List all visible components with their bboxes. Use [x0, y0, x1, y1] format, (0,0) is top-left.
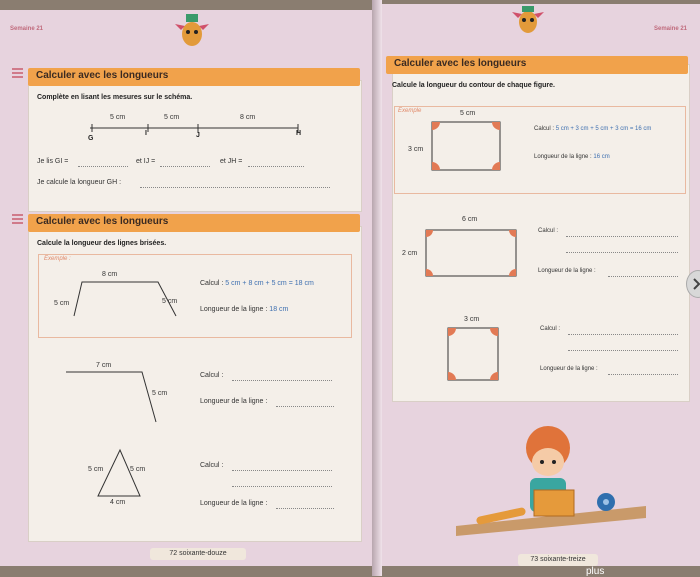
right-example-calc: Calcul : 5 cm + 3 cm + 5 cm + 3 cm = 16 cm: [534, 126, 652, 132]
right-fig2-length-label: Longueur de la ligne :: [538, 268, 596, 274]
right-fig2-length-answer[interactable]: [608, 276, 678, 277]
fig2-calc-answer[interactable]: [232, 380, 332, 381]
fig2-calc-label: Calcul :: [200, 372, 224, 379]
boy-illustration: [456, 406, 646, 536]
book-spine: [372, 0, 382, 576]
point-h: H: [296, 130, 302, 137]
right-fig3-calc-answer-2[interactable]: [568, 350, 678, 351]
fig3-left-measure: 5 cm: [88, 466, 104, 473]
right-example-label: Exemple: [398, 108, 422, 114]
week-label-right: Semaine 21: [654, 26, 688, 32]
section2-instruction: Calcule la longueur des lignes brisées.: [37, 240, 167, 247]
calc-gh-label: Je calcule la longueur GH :: [37, 179, 122, 186]
measure-jh: 8 cm: [240, 114, 256, 121]
right-section-instruction: Calcule la longueur du contour de chaque figure.: [392, 82, 555, 89]
example-label: Exemple :: [44, 256, 71, 262]
fig3-calc-answer-2[interactable]: [232, 486, 332, 487]
right-section-title: Calculer avec les longueurs: [394, 58, 527, 69]
fig2-top-measure: 7 cm: [96, 362, 112, 369]
read-gi-label: Je lis GI =: [37, 158, 69, 165]
right-fig3-length-answer[interactable]: [608, 374, 678, 375]
example-top-measure: 8 cm: [102, 271, 118, 278]
right-fig3-calc-answer[interactable]: [568, 334, 678, 335]
measure-gi: 5 cm: [110, 114, 126, 121]
right-fig2-calc-answer[interactable]: [566, 236, 678, 237]
point-i: I: [145, 130, 147, 137]
fig2-length-label: Longueur de la ligne :: [200, 398, 268, 405]
right-fig2-calc-label: Calcul :: [538, 228, 559, 234]
right-fig2-left: 2 cm: [402, 250, 418, 257]
measure-ij: 5 cm: [164, 114, 180, 121]
section1-instruction: Complète en lisant les mesures sur le schéma.: [37, 94, 193, 101]
example-calc-label: Calcul : 5 cm + 8 cm + 5 cm = 18 cm: [200, 280, 314, 287]
next-arrow-button[interactable]: [686, 270, 700, 298]
right-page: [382, 4, 700, 566]
week-label-left: Semaine 21: [10, 26, 44, 32]
example-right-measure: 5 cm: [162, 298, 178, 305]
more-text[interactable]: plus: [586, 566, 605, 577]
fig3-right-measure: 5 cm: [130, 466, 146, 473]
right-fig2-top: 6 cm: [462, 216, 478, 223]
example-length-label: Longueur de la ligne : 18 cm: [200, 306, 289, 313]
fig2-side-measure: 5 cm: [152, 390, 168, 397]
page-number-left: 72 soixante-douze: [150, 548, 246, 560]
example-left-measure: 5 cm: [54, 300, 70, 307]
left-page: [0, 10, 372, 566]
right-fig2-calc-answer-2[interactable]: [566, 252, 678, 253]
right-fig3-length-label: Longueur de la ligne :: [540, 366, 598, 372]
right-fig3-calc-label: Calcul :: [540, 326, 561, 332]
fig2-length-answer[interactable]: [276, 406, 334, 407]
example-broken-line: [0, 10, 372, 566]
fig3-length-answer[interactable]: [276, 508, 334, 509]
fig3-calc-label: Calcul :: [200, 462, 224, 469]
right-example-length: Longueur de la ligne : 16 cm: [534, 154, 610, 160]
section1-title: Calculer avec les longueurs: [36, 70, 169, 81]
section2-title: Calculer avec les longueurs: [36, 216, 169, 227]
read-ij-label: et IJ =: [136, 158, 156, 165]
right-fig3-top: 3 cm: [464, 316, 480, 323]
chevron-right-icon: [687, 271, 700, 297]
page-number-right: 73 soixante-treize: [518, 554, 598, 566]
right-example-left: 3 cm: [408, 146, 424, 153]
right-example-top: 5 cm: [460, 110, 476, 117]
fig3-calc-answer[interactable]: [232, 470, 332, 471]
point-j: J: [196, 132, 200, 139]
fig3-length-label: Longueur de la ligne :: [200, 500, 268, 507]
read-jh-label: et JH =: [220, 158, 243, 165]
point-g: G: [88, 135, 94, 142]
fig3-bottom-measure: 4 cm: [110, 499, 126, 506]
